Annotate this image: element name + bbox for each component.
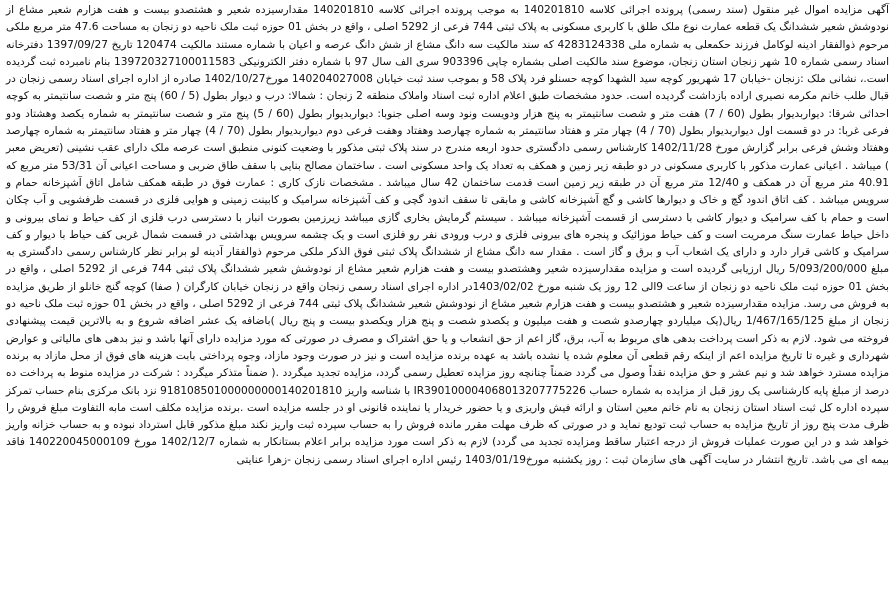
auction-notice-text: آگهی مزایده اموال غیر منقول (سند رسمی) پرونده اجرائی کلاسه 140201810 به موجب پرونده اجرائی کلاسه 140201810 مقدارسیزده شعیر و هشتصدو بیست و هفت هزارم شعیر مشاع از نودوشش شعیر ششدانگ یک قطعه عمارت نوع ملک طلق با کاربری مسکونی به پلاک ثبتی 744 فرعی از 5292 اصلی ، واقع در بخش 01 حوزه ثبت ملک ناحیه دو زنجان به مساحت 47.6 متر مربع ملکی مرحوم ذوالفقار ادینه لوکامل فرزند حکمعلی به شماره ملی 4283124338 که سند مالکیت سه دانگ مشاع از شش دانگ عرصه و اعیان با شماره مستند مالکیت 120474 تاریخ 1397/09/27 دفترخانه اسناد رسمی شماره 10 شهر زنجان استان زنجان، موضوع سند مالکیت اصلی بشماره چاپی 903396 سری الف سال 97 با شماره دفتر الکترونیکی 139720327100011583 بنام نامبرده ثبت گردیده است.، نشانی ملک :زنجان -خیابان 17 شهریور کوچه سید الشهدا کوچه حسنلو فرد پلاک 58 و بموجب سند ثبت خیابان 140204027008 مورخ1402/10/27 صادره از اداره اجرای اسناد رسمی زنجان در قبال طلب خانم مکرمه نصیری اراده بازداشت گردیده است. حدود مشخصات طبق اعلام اداره ثبت اسناد واملاک منطقه 2 زنجان : شمالا: درب و دیوار بطول (5 / 60) پنج متر و شصت سانتیمتر به کوچه احداثی شرقا: دیواربدیوار بطول (60 / 7) هفت متر و شصت سانتیمتر به پنج هزار ودویست ونود وسه اصلی جنوبا: دیواربدیوار بطول (60 / 5) پنج متر و شصت سانتیمتر به شماره یکصد وهشتاد ودو فرعی غربا: در دو قسمت اول دیواربدیوار بطول (70 / 4) چهار متر و هفتاد سانتیمتر به شماره چهارصد وهفتاد وهفت فرعی دوم دیواربدیوار بطول (70 / 4) چهار متر و هفتاد سانتیمتر به شماره چهارصد وهفتاد وشش فرعی برابر گزارش مورخ 1402/11/28 کارشناس رسمی دادگستری حدود اربعه مندرج در سند پلاک ثبتی مذکور با وضعیت کنونی منطبق است عرصه ملک دارای عقب نشینی (تعریض معبر ) میباشد . اعیانی عمارت مذکور با کاربری مسکونی در دو طبقه زیر زمین و همکف به تعداد یک واحد مسکونی است . ساختمان مصالح بنایی با سقف طاق ضربی و مساحت اعیانی آن 53/31 متر مربع که 40.91 متر مربع آن در همکف و 12/40 متر مربع آن در طبقه زیر زمین است قدمت ساختمان 42 سال میباشد . مشخصات نازک کاری : عمارت فوق در طبقه همکف شامل اتاق آشپزخانه حمام و سرویس میباشد . کف اتاق اندود گچ و خاک و دیوارها کاشی و گچ آشپزخانه کاشی و مابقی تا سقف اندود گچی و کف آشپزخانه سرامیک و کابینت زمینی و هوایی فلزی در قسمت ظرفشویی و آب چکان است و حمام با کف سرامیک و دیوار کاشی با دسترسی از قسمت آشپزخانه میباشد . سیستم گرمایش بخاری گازی میباشد زیرزمین بصورت انبار با دسترسی درب فلزی از کف حیاط و نمای بیرونی و داخل حیاط عمارت سنگ مرمریت است و کف حیاط موزائیک و پنجره های بیرونی فلزی و درب ورودی نفر رو فلزی است و یک چشمه سرویس بهداشتی در قسمت شمال غربی کف حیاط با دیوار و کف سرامیک و کاشی قرار دارد و دارای یک اشعاب آب و برق و گاز است . مقدار سه دانگ مشاع از ششدانگ پلاک ثبتی فوق الذکر ملکی مرحوم ذوالفقار آدینه لو برابر نظر کارشناس رسمی دادگستری به مبلغ 5/093/200/000 ریال ارزیابی گردیده است و مزایده مقدارسیزده شعیر وهشتصدو بیست و هفت هزارم شعیر مشاع از نودوشش شعیر ششدانگ پلاک ثبتی 744 فرعی از 5292 اصلی ، واقع در بخش 01 حوزه ثبت ملک ناحیه دو زنجان از ساعت 9الی 12 روز یک شنبه مورخ 1403/02/02در اداره اجرای اسناد رسمی زنجان واقع در زنجان خیابان کارگران ( صفا) کوچه گنج خانلو از طریق مزایده به فروش می رسد. مزایده مقدارسیزده شعیر و هشتصدو بیست و هفت هزارم شعیر مشاع از نودوشش شعیر ششدانگ پلاک ثبتی 744 فرعی از 5292 اصلی ، واقع در بخش 01 حوزه ثبت ملک ناحیه دو زنجان از مبلغ 1/467/165/125 ریال(یک میلیاردو چهارصدو شصت و هفت میلیون و یکصدو شصت و پنج هزار ویکصدو بیست و پنج ریال )باضافه یک عشر اضافه شروع و به بالاترین قیمت پیشنهادی فروخته می شود. لازم به ذکر است پرداخت بدهی های مربوط به آب، برق، گاز اعم از حق انشعاب و یا حق اشتراک و مصرف در صورتی که مورد مزایده دارای آنها باشد و نیز بدهی های مالیاتی و عوارض شهرداری و غیره تا تاریخ مزایده اعم از اینکه رقم قطعی آن معلوم شده یا نشده باشد به عهده برنده مزایده است و نیز در صورت وجود مازاد، وجوه پرداختی بابت هزینه های فوق از محل مازاد به برنده مزایده مسترد خواهد شد و نیم عشر و حق مزایده نقداً وصول می گردد ضمناً چنانچه روز مزایده تعطیل رسمی گردد، مزایده تجدید میگردد .( ضمناً متذکر میگردد : شرکت در مزایده منوط به پرداخت ده درصد از مبلغ پایه کارشناسی یک روز قبل از مزایده به شماره حساب IR390100004068013207775226 با شناسه واریز 918108501000000000140201810 نزد بانک مرکزی بنام حساب تمرکز سپرده اداره کل ثبت اسناد استان زنجان به نام خانم معین استان و ارائه فیش واریزی و یا حضور خریدار یا نماینده قانونی او در جلسه مزایده است .برنده مزایده مکلف است مابه التفاوت مبلغ فروش را ظرف مدت پنج روز از تاریخ مزایده به حساب ثبت تودیع نماید و در صورتی که ظرف مهلت مقرر مانده فروش را به حساب سپرده ثبت واریز نکند مبلغ مذکور قابل استرداد نبوده و به حساب خزانه واریز خواهد شد و در این صورت عملیات فروش از درجه اعتبار ساقط ومزایده تجدید می گردد) لازم به ذکر است مورد مزایده برابر اعلام بستانکار به شماره 1402/12/7 مورخ 140220045000109 فاقد بیمه ای می باشد. تاریخ انتشار در سایت آگهی های سازمان ثبت : روز یکشنبه مورخ1403/01/19 رئیس اداره اجرای اسناد رسمی زنجان -زهرا عنایتی xyxy=(6,4,890,466)
